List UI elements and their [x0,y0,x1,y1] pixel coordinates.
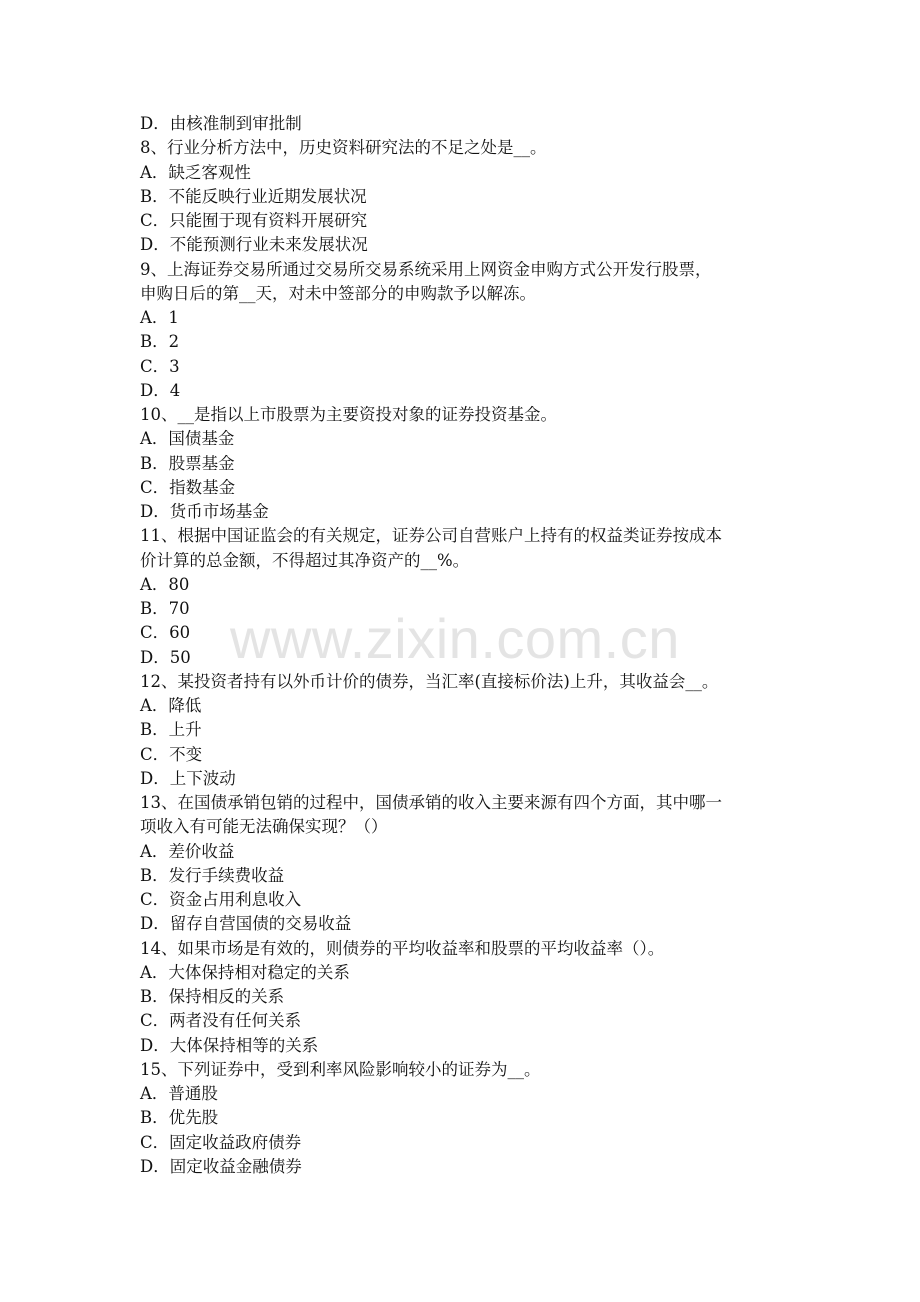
text-line: A．国债基金 [140,429,235,449]
text-line: C．不变 [140,744,203,764]
text-line: B．70 [140,599,190,618]
text-line: B．股票基金 [140,453,235,473]
text-line: C．3 [140,356,180,376]
text-line: A．缺乏客观性 [140,162,251,182]
text-line: C．固定收益政府债券 [140,1132,302,1152]
text-line: 8、行业分析方法中，历史资料研究法的不足之处是__。 [140,138,547,158]
text-line: 9、上海证券交易所通过交易所交易系统采用上网资金申购方式公开发行股票， [140,259,712,279]
text-line: A．大体保持相对稳定的关系 [140,962,350,982]
text-line: C．资金占用利息收入 [140,890,302,909]
text-line: B．优先股 [140,1108,219,1128]
text-line: D．留存自营国债的交易收益 [140,914,352,934]
text-line: 价计算的总金额，不得超过其净资产的__%。 [140,550,470,570]
text-line: C．指数基金 [140,477,236,497]
text-line: B．2 [140,332,180,352]
text-line: C．两者没有任何关系 [140,1011,302,1031]
text-line: A．1 [140,308,179,327]
text-line: D．大体保持相等的关系 [140,1035,319,1055]
text-line: 项收入有可能无法确保实现？（） [140,817,388,837]
text-line: 13、在国债承销包销的过程中，国债承销的收入主要来源有四个方面，其中哪一 [140,793,722,812]
text-line: C．60 [140,623,191,643]
text-line: D．固定收益金融债券 [140,1156,302,1176]
text-line: D．4 [140,380,181,400]
text-line: 14、如果市场是有效的，则债券的平均收益率和股票的平均收益率（）。 [140,938,665,958]
text-line: D．由核准制到审批制 [140,114,302,133]
watermark-text: www.zixin.com.cn [230,607,680,670]
text-line: B．上升 [140,720,202,740]
text-line: A．差价收益 [140,841,235,861]
text-line: A．普通股 [140,1084,218,1103]
text-line: B．保持相反的关系 [140,987,285,1006]
text-line: 申购日后的第__天，对未中签部分的申购款予以解冻。 [140,283,536,303]
text-line: D．50 [140,647,191,667]
text-line: D．货币市场基金 [140,502,269,521]
text-line: C．只能囿于现有资料开展研究 [140,211,368,230]
text-line: 10、__是指以上市股票为主要资投对象的证券投资基金。 [140,405,557,424]
text-line: D．上下波动 [140,768,236,788]
text-line: A．降低 [140,696,202,715]
text-line: 15、下列证券中，受到利率风险影响较小的证券为__。 [140,1059,541,1079]
text-line: 11、根据中国证监会的有关规定，证券公司自营账户上持有的权益类证券按成本 [140,526,722,546]
text-line: D．不能预测行业未来发展状况 [140,235,368,255]
text-line: B．发行手续费收益 [140,865,285,885]
text-line: 12、某投资者持有以外币计价的债券，当汇率(直接标价法)上升，其收益会__。 [140,671,719,691]
text-line: A．80 [140,574,190,594]
text-line: B．不能反映行业近期发展状况 [140,186,367,206]
